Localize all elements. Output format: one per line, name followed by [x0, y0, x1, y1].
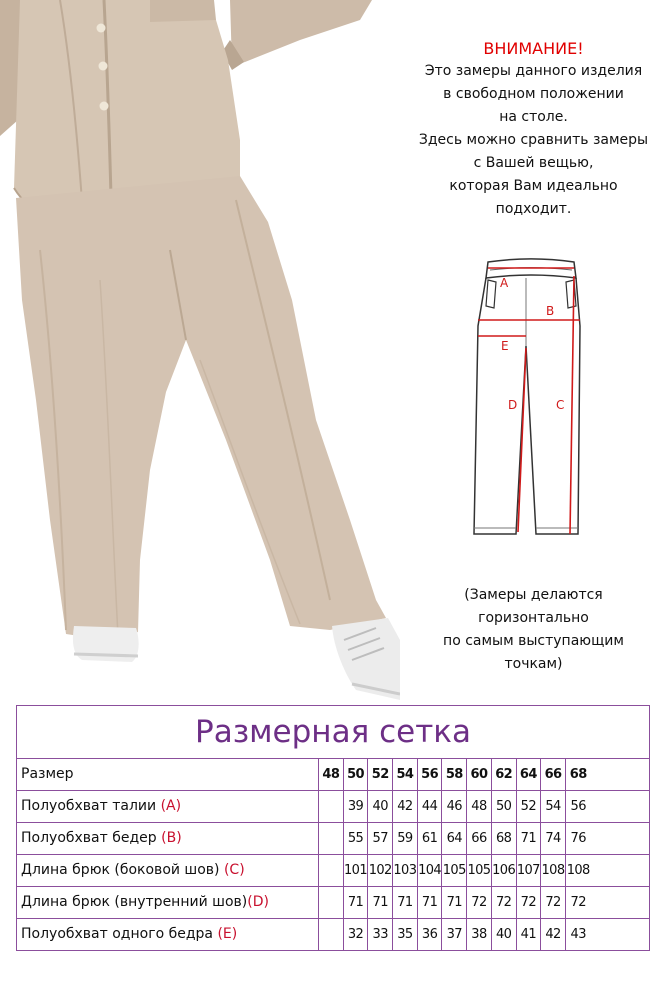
- size-header-cell: 62: [492, 759, 517, 790]
- value-cell: 55: [344, 823, 369, 854]
- value-cell: 44: [418, 791, 443, 822]
- value-cell: 107: [517, 855, 542, 886]
- value-cell: 101: [344, 855, 369, 886]
- value-cell: 33: [368, 919, 393, 950]
- value-cell: 38: [467, 919, 492, 950]
- value-cell: 50: [492, 791, 517, 822]
- value-cell: 46: [442, 791, 467, 822]
- value-cell: 72: [467, 887, 492, 918]
- value-cell: [319, 791, 344, 822]
- notice-title: ВНИМАНИЕ!: [483, 39, 584, 58]
- attention-notice: [400, 38, 667, 221]
- value-cell: 105: [442, 855, 467, 886]
- row-code: (E): [217, 926, 238, 942]
- note-line: горизонтально: [478, 610, 589, 626]
- size-header-cell: 54: [393, 759, 418, 790]
- value-cell: 66: [467, 823, 492, 854]
- trousers-measurement-diagram: [466, 256, 596, 542]
- table-row-thigh: [17, 919, 649, 950]
- table-row-side-length: [17, 855, 649, 887]
- size-header-cell: 56: [418, 759, 443, 790]
- size-header-cell: 68: [569, 767, 587, 782]
- value-cell: 42: [541, 919, 566, 950]
- value-cell: 103: [393, 855, 418, 886]
- value-cell: [319, 823, 344, 854]
- row-label-text: Длина брюк (внутренний шов): [21, 894, 248, 910]
- header-label-cell: Размер: [17, 759, 319, 790]
- value-cell: 71: [344, 887, 369, 918]
- value-cell: 71: [517, 823, 542, 854]
- value-cell: 42: [393, 791, 418, 822]
- value-cell: 72: [541, 887, 566, 918]
- value-cell: [319, 855, 344, 886]
- row-code: (D): [247, 894, 269, 910]
- value-cell: 56: [570, 799, 586, 814]
- value-cell: 61: [418, 823, 443, 854]
- value-cell: 32: [344, 919, 369, 950]
- table-row-hips: [17, 823, 649, 855]
- notice-line: на столе.: [499, 109, 568, 125]
- value-cell: 59: [393, 823, 418, 854]
- row-label-text: Длина брюк (боковой шов): [21, 862, 224, 878]
- value-cell: 40: [492, 919, 517, 950]
- value-cell: 64: [442, 823, 467, 854]
- value-cell: 52: [517, 791, 542, 822]
- row-label-text: Полуобхват бедер: [21, 830, 162, 846]
- value-cell: 104: [418, 855, 443, 886]
- size-header-cell: 52: [368, 759, 393, 790]
- value-cell: 74: [541, 823, 566, 854]
- row-code: (B): [161, 830, 182, 846]
- value-cell: 40: [368, 791, 393, 822]
- value-cell: 71: [393, 887, 418, 918]
- note-line: (Замеры делаются: [464, 587, 603, 603]
- value-cell: 36: [418, 919, 443, 950]
- value-cell: 54: [541, 791, 566, 822]
- size-header-cell: 60: [467, 759, 492, 790]
- value-cell: 102: [368, 855, 393, 886]
- notice-line: Здесь можно сравнить замеры: [418, 132, 649, 148]
- row-label-cell: [17, 855, 319, 886]
- row-label-cell: [17, 887, 319, 918]
- notice-line: подходит.: [495, 201, 572, 217]
- label-c: C: [556, 398, 565, 412]
- value-cell: [319, 887, 344, 918]
- size-header-cell: 48: [319, 759, 344, 790]
- value-cell: 106: [492, 855, 517, 886]
- row-label-cell: [17, 823, 319, 854]
- value-cell: 39: [344, 791, 369, 822]
- value-cell: 108: [566, 863, 590, 878]
- size-header-cell: 58: [442, 759, 467, 790]
- note-line: по самым выступающим: [443, 633, 624, 649]
- value-cell: 68: [492, 823, 517, 854]
- value-cell: 71: [442, 887, 467, 918]
- value-cell: 76: [570, 831, 586, 846]
- row-code: (A): [160, 798, 182, 814]
- value-cell: 105: [467, 855, 492, 886]
- value-cell: 41: [517, 919, 542, 950]
- label-d: D: [508, 398, 518, 412]
- table-row-waist: [17, 791, 649, 823]
- row-label-cell: [17, 791, 319, 822]
- value-cell: 71: [368, 887, 393, 918]
- size-header-cell: 50: [344, 759, 369, 790]
- label-a: A: [500, 276, 509, 290]
- notice-line: в свободном положении: [443, 86, 624, 102]
- notice-line: с Вашей вещью,: [473, 155, 594, 171]
- value-cell: 48: [467, 791, 492, 822]
- notice-line: которая Вам идеально: [449, 178, 618, 194]
- row-label-text: Полуобхват талии: [21, 798, 161, 814]
- label-b: B: [546, 304, 555, 318]
- value-cell: 71: [418, 887, 443, 918]
- table-header-row: [17, 759, 649, 791]
- size-chart-table: [16, 705, 650, 951]
- value-cell: 72: [492, 887, 517, 918]
- table-title: Размерная сетка: [17, 706, 649, 759]
- table-row-inseam-length: [17, 887, 649, 919]
- value-cell: 37: [442, 919, 467, 950]
- size-header-cell: 66: [541, 759, 566, 790]
- value-cell: 57: [368, 823, 393, 854]
- measurement-note: [400, 584, 667, 676]
- value-cell: [319, 919, 344, 950]
- label-e: E: [501, 339, 509, 353]
- value-cell: 72: [570, 895, 586, 910]
- value-cell: 108: [541, 855, 566, 886]
- value-cell: 35: [393, 919, 418, 950]
- product-photo: [0, 0, 400, 700]
- note-line: точкам): [504, 656, 563, 672]
- value-cell: 72: [517, 887, 542, 918]
- notice-line: Это замеры данного изделия: [424, 63, 643, 79]
- row-label-text: Полуобхват одного бедра: [21, 926, 218, 942]
- row-label-cell: [17, 919, 319, 950]
- size-header-cell: 64: [517, 759, 542, 790]
- row-code: (C): [223, 862, 245, 878]
- value-cell: 43: [570, 927, 586, 942]
